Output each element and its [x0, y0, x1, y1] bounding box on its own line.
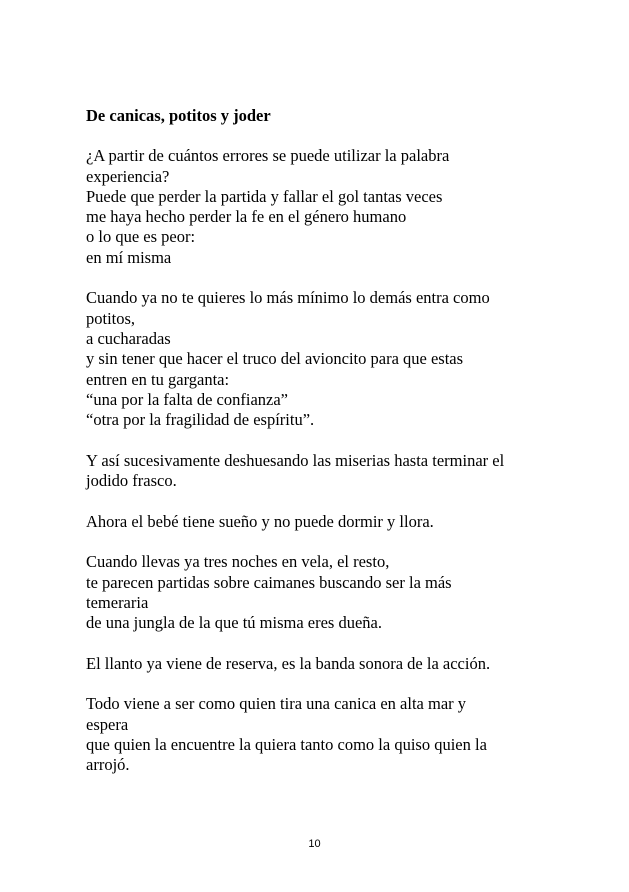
- poem-stanza: [86, 512, 561, 532]
- poem-line: me haya hecho perder la fe en el género humano: [86, 207, 407, 227]
- poem-line: jodido frasco.: [86, 471, 177, 491]
- poem-stanza: [86, 288, 561, 430]
- poem-line: El llanto ya viene de reserva, es la banda sonora de la acción.: [86, 653, 491, 673]
- poem-line: Puede que perder la partida y fallar el gol tantas veces: [86, 186, 443, 206]
- poem-line: “una por la falta de confianza”: [86, 389, 289, 409]
- poem-line: arrojó.: [86, 755, 130, 775]
- poem-stanza: [86, 146, 561, 268]
- poem-line: Cuando llevas ya tres noches en vela, el resto,: [86, 552, 390, 572]
- poem-line: temeraria: [86, 592, 149, 612]
- poem-body: [86, 106, 561, 796]
- poem-line: te parecen partidas sobre caimanes buscando ser la más: [86, 572, 452, 592]
- poem-line: de una jungla de la que tú misma eres dueña.: [86, 613, 382, 633]
- poem-line: potitos,: [86, 308, 136, 328]
- poem-line: espera: [86, 714, 129, 734]
- poem-stanzas: [86, 146, 561, 775]
- poem-line: ¿A partir de cuántos errores se puede utilizar la palabra: [86, 146, 450, 166]
- poem-line: a cucharadas: [86, 328, 171, 348]
- page-number: 10: [308, 838, 321, 850]
- poem-stanza: [86, 654, 561, 674]
- poem-line: Ahora el bebé tiene sueño y no puede dormir y llora.: [86, 511, 434, 531]
- poem-line: que quien la encuentre la quiera tanto como la quiso quien la: [86, 734, 487, 754]
- poem-line: y sin tener que hacer el truco del avioncito para que estas: [86, 349, 464, 369]
- poem-line: experiencia?: [86, 166, 170, 186]
- poem-line: “otra por la fragilidad de espíritu”.: [86, 410, 315, 430]
- poem-title: De canicas, potitos y joder: [86, 106, 271, 125]
- poem-line: Y así sucesivamente deshuesando las miserias hasta terminar el: [86, 450, 505, 470]
- poem-line: en mí misma: [86, 247, 172, 267]
- poem-stanza: [86, 694, 561, 775]
- poem-line: Todo viene a ser como quien tira una canica en alta mar y: [86, 694, 467, 714]
- poem-line: entren en tu garganta:: [86, 369, 230, 389]
- poem-stanza: [86, 451, 561, 492]
- poem-line: o lo que es peor:: [86, 227, 196, 247]
- poem-line: Cuando ya no te quieres lo más mínimo lo demás entra como: [86, 288, 490, 308]
- poem-stanza: [86, 552, 561, 633]
